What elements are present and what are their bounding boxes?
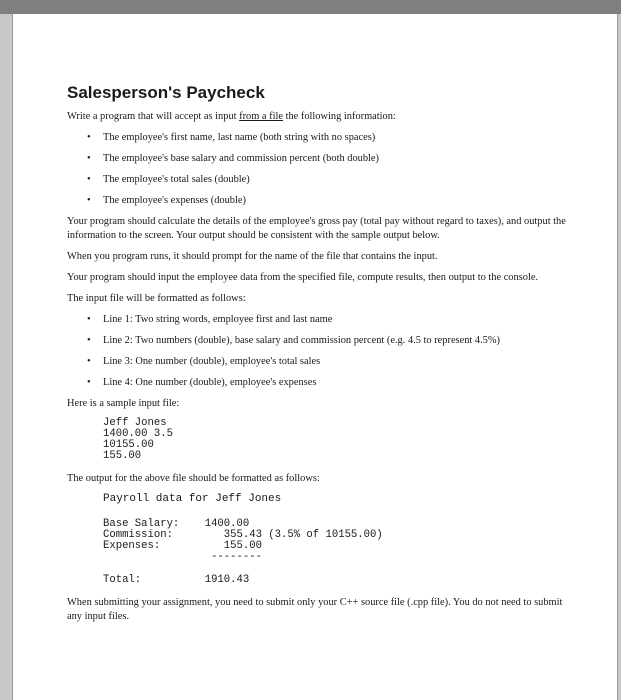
list-item [67, 334, 567, 348]
from-a-file-underline: from a file [239, 111, 283, 122]
list-item [67, 313, 567, 327]
bullet-icon: • [87, 377, 91, 388]
output-total-code: Total: 1910.43 [103, 574, 250, 586]
bullet-icon: • [87, 314, 91, 325]
list-item [67, 376, 567, 390]
list-item-text: Line 3: One number (double), employee's total sales [103, 356, 321, 367]
sample-intro: Here is a sample input file: [67, 398, 180, 409]
page-title: Salesperson's Paycheck [67, 83, 265, 102]
format-intro: The input file will be formatted as follows: [67, 293, 246, 304]
output-title: Payroll data for Jeff Jones [103, 493, 282, 505]
document-page [12, 14, 618, 700]
bullet-icon: • [87, 335, 91, 346]
list-item [67, 173, 567, 187]
intro-paragraph [67, 110, 567, 124]
list-item [67, 152, 567, 166]
list-item [67, 355, 567, 369]
bullet-icon: • [87, 153, 91, 164]
document-content [67, 82, 567, 631]
list-item-text: The employee's expenses (double) [103, 195, 246, 206]
list-item-text: Line 1: Two string words, employee first and last name [103, 314, 333, 325]
input-paragraph: Your program should input the employee data from the specified file, compute results, then output to the console. [67, 272, 539, 283]
list-item-text: The employee's base salary and commission percent (both double) [103, 153, 379, 164]
bullet-icon: • [87, 174, 91, 185]
bullet-icon: • [87, 356, 91, 367]
sample-input-code: Jeff Jones 1400.00 3.5 10155.00 155.00 [103, 417, 173, 462]
bullet-icon: • [87, 195, 91, 206]
list-item-text: The employee's total sales (double) [103, 174, 250, 185]
submit-paragraph: When submitting your assignment, you need to submit only your C++ source file (.cpp file). You do not need to submit any input files. [67, 597, 563, 622]
list-item-text: The employee's first name, last name (both string with no spaces) [103, 132, 376, 143]
inputs-list [67, 131, 567, 208]
intro-text-before: Write a program that will accept as input [67, 111, 240, 122]
viewer-top-bar [0, 0, 621, 14]
list-item [67, 194, 567, 208]
intro-text-after: the following information: [282, 111, 396, 122]
list-item-text: Line 2: Two numbers (double), base salary and commission percent (e.g. 4.5 to represent 4.5%) [103, 335, 500, 346]
bullet-icon: • [87, 132, 91, 143]
list-item-text: Line 4: One number (double), employee's expenses [103, 377, 317, 388]
output-body-code: Base Salary: 1400.00 Commission: 355.43 (3.5% of 10155.00) Expenses: 155.00 -------- [103, 518, 383, 563]
format-list [67, 313, 567, 390]
prompt-paragraph: When you program runs, it should prompt for the name of the file that contains the input. [67, 251, 438, 262]
output-intro: The output for the above file should be formatted as follows: [67, 473, 320, 484]
calc-paragraph: Your program should calculate the details of the employee's gross pay (total pay without regard to taxes), and output the information to the screen. Your output should be consistent with the sample output below. [67, 216, 566, 241]
list-item [67, 131, 567, 145]
